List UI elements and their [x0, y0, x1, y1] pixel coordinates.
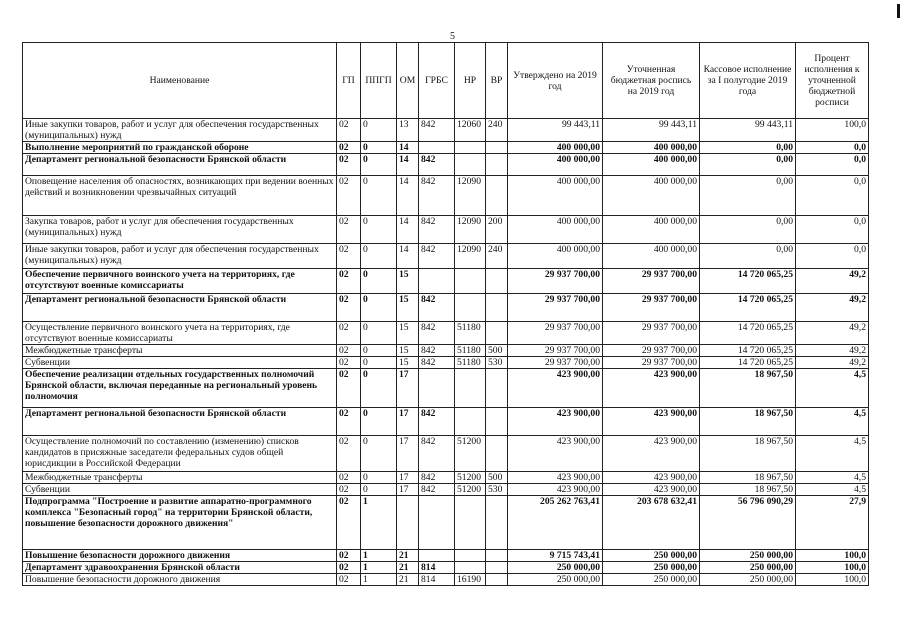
cell-grbs [419, 369, 455, 408]
cell-cash: 14 720 065,25 [700, 269, 796, 294]
cell-ppgp: 1 [361, 496, 397, 550]
cell-refined: 400 000,00 [603, 176, 700, 216]
cell-grbs: 842 [419, 294, 455, 322]
cell-grbs: 842 [419, 472, 455, 484]
cell-name: Межбюджетные трансферты [23, 345, 337, 357]
cell-refined: 29 937 700,00 [603, 322, 700, 345]
cell-om: 21 [397, 574, 419, 586]
cell-grbs: 814 [419, 562, 455, 574]
cell-vr [486, 142, 508, 154]
cell-vr: 240 [486, 119, 508, 142]
cell-name: Закупка товаров, работ и услуг для обеспечения государственных (муниципальных) нужд [23, 216, 337, 244]
table-row [23, 269, 869, 294]
cell-approved: 423 900,00 [508, 484, 603, 496]
cell-refined: 423 900,00 [603, 436, 700, 472]
cell-ppgp: 0 [361, 294, 397, 322]
cell-percent: 0,0 [796, 176, 869, 216]
table-row [23, 154, 869, 176]
cell-grbs: 842 [419, 357, 455, 369]
cell-cash: 18 967,50 [700, 484, 796, 496]
cell-nr: 51200 [455, 472, 486, 484]
cell-nr [455, 408, 486, 436]
header-approved: Утверждено на 2019 год [508, 43, 603, 119]
cell-refined: 400 000,00 [603, 244, 700, 269]
cell-ppgp: 0 [361, 345, 397, 357]
cell-ppgp: 0 [361, 322, 397, 345]
cell-approved: 205 262 763,41 [508, 496, 603, 550]
cell-grbs: 842 [419, 244, 455, 269]
cell-cash: 0,00 [700, 154, 796, 176]
cell-cash: 99 443,11 [700, 119, 796, 142]
cell-percent: 100,0 [796, 574, 869, 586]
table-row [23, 244, 869, 269]
cell-ppgp: 0 [361, 408, 397, 436]
cell-cash: 14 720 065,25 [700, 345, 796, 357]
cell-grbs: 814 [419, 574, 455, 586]
cell-nr: 51200 [455, 484, 486, 496]
cell-ppgp: 0 [361, 436, 397, 472]
cell-percent: 0,0 [796, 154, 869, 176]
cell-om [397, 496, 419, 550]
cell-cash: 18 967,50 [700, 369, 796, 408]
cell-ppgp: 0 [361, 244, 397, 269]
cell-nr: 12090 [455, 176, 486, 216]
cell-percent: 4,5 [796, 408, 869, 436]
cell-vr: 500 [486, 345, 508, 357]
cell-cash: 250 000,00 [700, 574, 796, 586]
cell-ppgp: 0 [361, 176, 397, 216]
cell-vr: 530 [486, 484, 508, 496]
cell-approved: 423 900,00 [508, 436, 603, 472]
cell-percent: 0,0 [796, 244, 869, 269]
cell-name: Иные закупки товаров, работ и услуг для обеспечения государственных (муниципальных) нужд [23, 119, 337, 142]
cell-nr: 51200 [455, 436, 486, 472]
cell-om: 17 [397, 436, 419, 472]
cell-approved: 29 937 700,00 [508, 345, 603, 357]
cell-cash: 56 796 090,29 [700, 496, 796, 550]
cell-gp: 02 [337, 119, 361, 142]
table-row [23, 176, 869, 216]
cell-percent: 49,2 [796, 322, 869, 345]
cell-vr [486, 562, 508, 574]
cell-grbs: 842 [419, 322, 455, 345]
cell-cash: 0,00 [700, 142, 796, 154]
table-row [23, 294, 869, 322]
cell-approved: 400 000,00 [508, 244, 603, 269]
cell-gp: 02 [337, 294, 361, 322]
header-vr: ВР [486, 43, 508, 119]
cell-om: 14 [397, 176, 419, 216]
cell-grbs [419, 142, 455, 154]
cell-grbs: 842 [419, 345, 455, 357]
table-row [23, 550, 869, 562]
cell-nr [455, 369, 486, 408]
table-row [23, 436, 869, 472]
cell-name: Повышение безопасности дорожного движения [23, 574, 337, 586]
cell-ppgp: 0 [361, 484, 397, 496]
cell-cash: 18 967,50 [700, 408, 796, 436]
cell-om: 17 [397, 369, 419, 408]
header-percent: Процент исполнения к уточненной бюджетной росписи [796, 43, 869, 119]
cell-vr [486, 496, 508, 550]
cell-cash: 14 720 065,25 [700, 322, 796, 345]
header-nr: НР [455, 43, 486, 119]
cell-gp: 02 [337, 369, 361, 408]
cell-refined: 400 000,00 [603, 142, 700, 154]
cell-ppgp: 0 [361, 154, 397, 176]
cell-ppgp: 0 [361, 269, 397, 294]
cell-ppgp: 0 [361, 369, 397, 408]
cell-refined: 29 937 700,00 [603, 269, 700, 294]
table-row [23, 574, 869, 586]
cell-nr: 51180 [455, 357, 486, 369]
cell-om: 15 [397, 345, 419, 357]
cell-refined: 400 000,00 [603, 216, 700, 244]
cell-vr [486, 269, 508, 294]
cell-refined: 203 678 632,41 [603, 496, 700, 550]
table-row [23, 369, 869, 408]
cell-gp: 02 [337, 574, 361, 586]
table-header-row [23, 43, 869, 119]
cell-vr [486, 154, 508, 176]
cell-grbs [419, 269, 455, 294]
cell-percent: 0,0 [796, 142, 869, 154]
cell-cash: 14 720 065,25 [700, 357, 796, 369]
cell-cash: 0,00 [700, 244, 796, 269]
cell-om: 17 [397, 484, 419, 496]
cell-vr: 530 [486, 357, 508, 369]
cell-om: 15 [397, 322, 419, 345]
cell-name: Департамент региональной безопасности Брянской области [23, 408, 337, 436]
cell-cash: 0,00 [700, 176, 796, 216]
cell-om: 14 [397, 142, 419, 154]
header-ppgp: ППГП [361, 43, 397, 119]
cell-approved: 29 937 700,00 [508, 269, 603, 294]
cell-refined: 423 900,00 [603, 408, 700, 436]
cell-cash: 0,00 [700, 216, 796, 244]
cell-om: 21 [397, 550, 419, 562]
cell-vr: 500 [486, 472, 508, 484]
table-row [23, 322, 869, 345]
cell-approved: 29 937 700,00 [508, 322, 603, 345]
cell-nr [455, 562, 486, 574]
cell-om: 14 [397, 244, 419, 269]
cell-om: 14 [397, 154, 419, 176]
cell-nr: 51180 [455, 345, 486, 357]
cell-percent: 4,5 [796, 369, 869, 408]
cell-refined: 400 000,00 [603, 154, 700, 176]
cell-gp: 02 [337, 550, 361, 562]
table-row [23, 119, 869, 142]
cell-grbs: 842 [419, 436, 455, 472]
cell-gp: 02 [337, 244, 361, 269]
page-number: 5 [450, 31, 455, 42]
header-cash: Кассовое исполнение за I полугодие 2019 года [700, 43, 796, 119]
cell-om: 15 [397, 269, 419, 294]
cell-nr [455, 294, 486, 322]
cell-cash: 18 967,50 [700, 436, 796, 472]
cell-nr [455, 154, 486, 176]
cell-nr: 51180 [455, 322, 486, 345]
cell-nr [455, 496, 486, 550]
cell-om: 13 [397, 119, 419, 142]
cell-refined: 29 937 700,00 [603, 294, 700, 322]
cell-percent: 49,2 [796, 345, 869, 357]
cell-gp: 02 [337, 484, 361, 496]
cell-vr [486, 322, 508, 345]
cell-vr: 240 [486, 244, 508, 269]
table-row [23, 345, 869, 357]
table-row [23, 472, 869, 484]
cell-gp: 02 [337, 142, 361, 154]
cell-name: Департамент региональной безопасности Брянской области [23, 294, 337, 322]
cell-refined: 29 937 700,00 [603, 357, 700, 369]
cell-refined: 250 000,00 [603, 574, 700, 586]
cell-gp: 02 [337, 216, 361, 244]
cell-name: Осуществление первичного воинского учета на территориях, где отсутствуют военные комиссариаты [23, 322, 337, 345]
cell-percent: 4,5 [796, 436, 869, 472]
cell-percent: 0,0 [796, 216, 869, 244]
cell-gp: 02 [337, 496, 361, 550]
header-gp: ГП [337, 43, 361, 119]
cell-refined: 423 900,00 [603, 472, 700, 484]
cell-refined: 423 900,00 [603, 484, 700, 496]
cell-name: Департамент региональной безопасности Брянской области [23, 154, 337, 176]
cell-refined: 29 937 700,00 [603, 345, 700, 357]
cell-name: Повышение безопасности дорожного движения [23, 550, 337, 562]
header-name: Наименование [23, 43, 337, 119]
cell-approved: 250 000,00 [508, 562, 603, 574]
cell-percent: 49,2 [796, 269, 869, 294]
cell-name: Обеспечение реализации отдельных государственных полномочий Брянской области, включая переданные на региональный уровень полномочия [23, 369, 337, 408]
cell-om: 17 [397, 408, 419, 436]
table-row [23, 142, 869, 154]
table-row [23, 408, 869, 436]
cell-gp: 02 [337, 408, 361, 436]
cell-refined: 99 443,11 [603, 119, 700, 142]
table-row [23, 357, 869, 369]
header-refined: Уточненная бюджетная роспись на 2019 год [603, 43, 700, 119]
cell-approved: 400 000,00 [508, 176, 603, 216]
cell-vr [486, 550, 508, 562]
cell-nr: 12060 [455, 119, 486, 142]
cell-nr [455, 269, 486, 294]
cell-gp: 02 [337, 472, 361, 484]
cell-name: Подпрограмма "Построение и развитие аппаратно-программного комплекса "Безопасный город" на территории Брянской области, повышение безопасности дорожного движения" [23, 496, 337, 550]
cell-approved: 400 000,00 [508, 154, 603, 176]
table-row [23, 216, 869, 244]
cell-vr [486, 574, 508, 586]
cell-om: 17 [397, 472, 419, 484]
cell-cash: 18 967,50 [700, 472, 796, 484]
cell-vr [486, 176, 508, 216]
cell-percent: 100,0 [796, 119, 869, 142]
cell-name: Субвенции [23, 484, 337, 496]
cell-approved: 250 000,00 [508, 574, 603, 586]
cell-approved: 99 443,11 [508, 119, 603, 142]
cell-gp: 02 [337, 269, 361, 294]
cell-gp: 02 [337, 322, 361, 345]
table-body [23, 119, 869, 586]
cell-name: Осуществление полномочий по составлению (изменению) списков кандидатов в присяжные заседатели федеральных судов общей юрисдикции в Российской Федерации [23, 436, 337, 472]
cell-ppgp: 0 [361, 142, 397, 154]
cell-ppgp: 0 [361, 472, 397, 484]
cell-ppgp: 0 [361, 357, 397, 369]
cell-name: Субвенции [23, 357, 337, 369]
cell-percent: 4,5 [796, 472, 869, 484]
cell-grbs: 842 [419, 119, 455, 142]
cell-refined: 250 000,00 [603, 562, 700, 574]
cell-gp: 02 [337, 357, 361, 369]
corner-mark [897, 4, 900, 18]
cell-vr [486, 408, 508, 436]
cell-vr: 200 [486, 216, 508, 244]
cell-percent: 4,5 [796, 484, 869, 496]
cell-nr [455, 550, 486, 562]
cell-refined: 423 900,00 [603, 369, 700, 408]
cell-approved: 400 000,00 [508, 216, 603, 244]
cell-approved: 423 900,00 [508, 408, 603, 436]
table-row [23, 562, 869, 574]
cell-name: Выполнение мероприятий по гражданской обороне [23, 142, 337, 154]
cell-om: 14 [397, 216, 419, 244]
cell-refined: 250 000,00 [603, 550, 700, 562]
cell-approved: 9 715 743,41 [508, 550, 603, 562]
cell-gp: 02 [337, 436, 361, 472]
cell-approved: 423 900,00 [508, 369, 603, 408]
cell-percent: 27,9 [796, 496, 869, 550]
cell-ppgp: 1 [361, 562, 397, 574]
cell-grbs [419, 550, 455, 562]
cell-cash: 250 000,00 [700, 550, 796, 562]
cell-percent: 100,0 [796, 562, 869, 574]
cell-grbs: 842 [419, 408, 455, 436]
cell-grbs: 842 [419, 176, 455, 216]
cell-percent: 49,2 [796, 357, 869, 369]
cell-grbs [419, 496, 455, 550]
header-grbs: ГРБС [419, 43, 455, 119]
budget-table [22, 42, 869, 586]
cell-grbs: 842 [419, 484, 455, 496]
table-row [23, 496, 869, 550]
cell-name: Департамент здравоохранения Брянской области [23, 562, 337, 574]
cell-ppgp: 0 [361, 216, 397, 244]
cell-approved: 29 937 700,00 [508, 294, 603, 322]
cell-vr [486, 436, 508, 472]
cell-cash: 250 000,00 [700, 562, 796, 574]
cell-grbs: 842 [419, 154, 455, 176]
cell-ppgp: 0 [361, 119, 397, 142]
cell-om: 15 [397, 294, 419, 322]
cell-ppgp: 1 [361, 550, 397, 562]
cell-name: Оповещение населения об опасностях, возникающих при ведении военных действий и возникновении чрезвычайных ситуаций [23, 176, 337, 216]
cell-name: Иные закупки товаров, работ и услуг для обеспечения государственных (муниципальных) нужд [23, 244, 337, 269]
cell-ppgp: 1 [361, 574, 397, 586]
cell-om: 15 [397, 357, 419, 369]
cell-name: Обеспечение первичного воинского учета на территориях, где отсутствуют военные комиссариаты [23, 269, 337, 294]
cell-om: 21 [397, 562, 419, 574]
cell-gp: 02 [337, 345, 361, 357]
cell-nr [455, 142, 486, 154]
cell-name: Межбюджетные трансферты [23, 472, 337, 484]
table-row [23, 484, 869, 496]
cell-approved: 423 900,00 [508, 472, 603, 484]
cell-gp: 02 [337, 154, 361, 176]
cell-gp: 02 [337, 562, 361, 574]
cell-gp: 02 [337, 176, 361, 216]
cell-nr: 12090 [455, 216, 486, 244]
cell-nr: 16190 [455, 574, 486, 586]
cell-nr: 12090 [455, 244, 486, 269]
cell-grbs: 842 [419, 216, 455, 244]
cell-cash: 14 720 065,25 [700, 294, 796, 322]
cell-percent: 49,2 [796, 294, 869, 322]
header-om: ОМ [397, 43, 419, 119]
cell-approved: 400 000,00 [508, 142, 603, 154]
cell-percent: 100,0 [796, 550, 869, 562]
cell-vr [486, 294, 508, 322]
cell-approved: 29 937 700,00 [508, 357, 603, 369]
cell-vr [486, 369, 508, 408]
